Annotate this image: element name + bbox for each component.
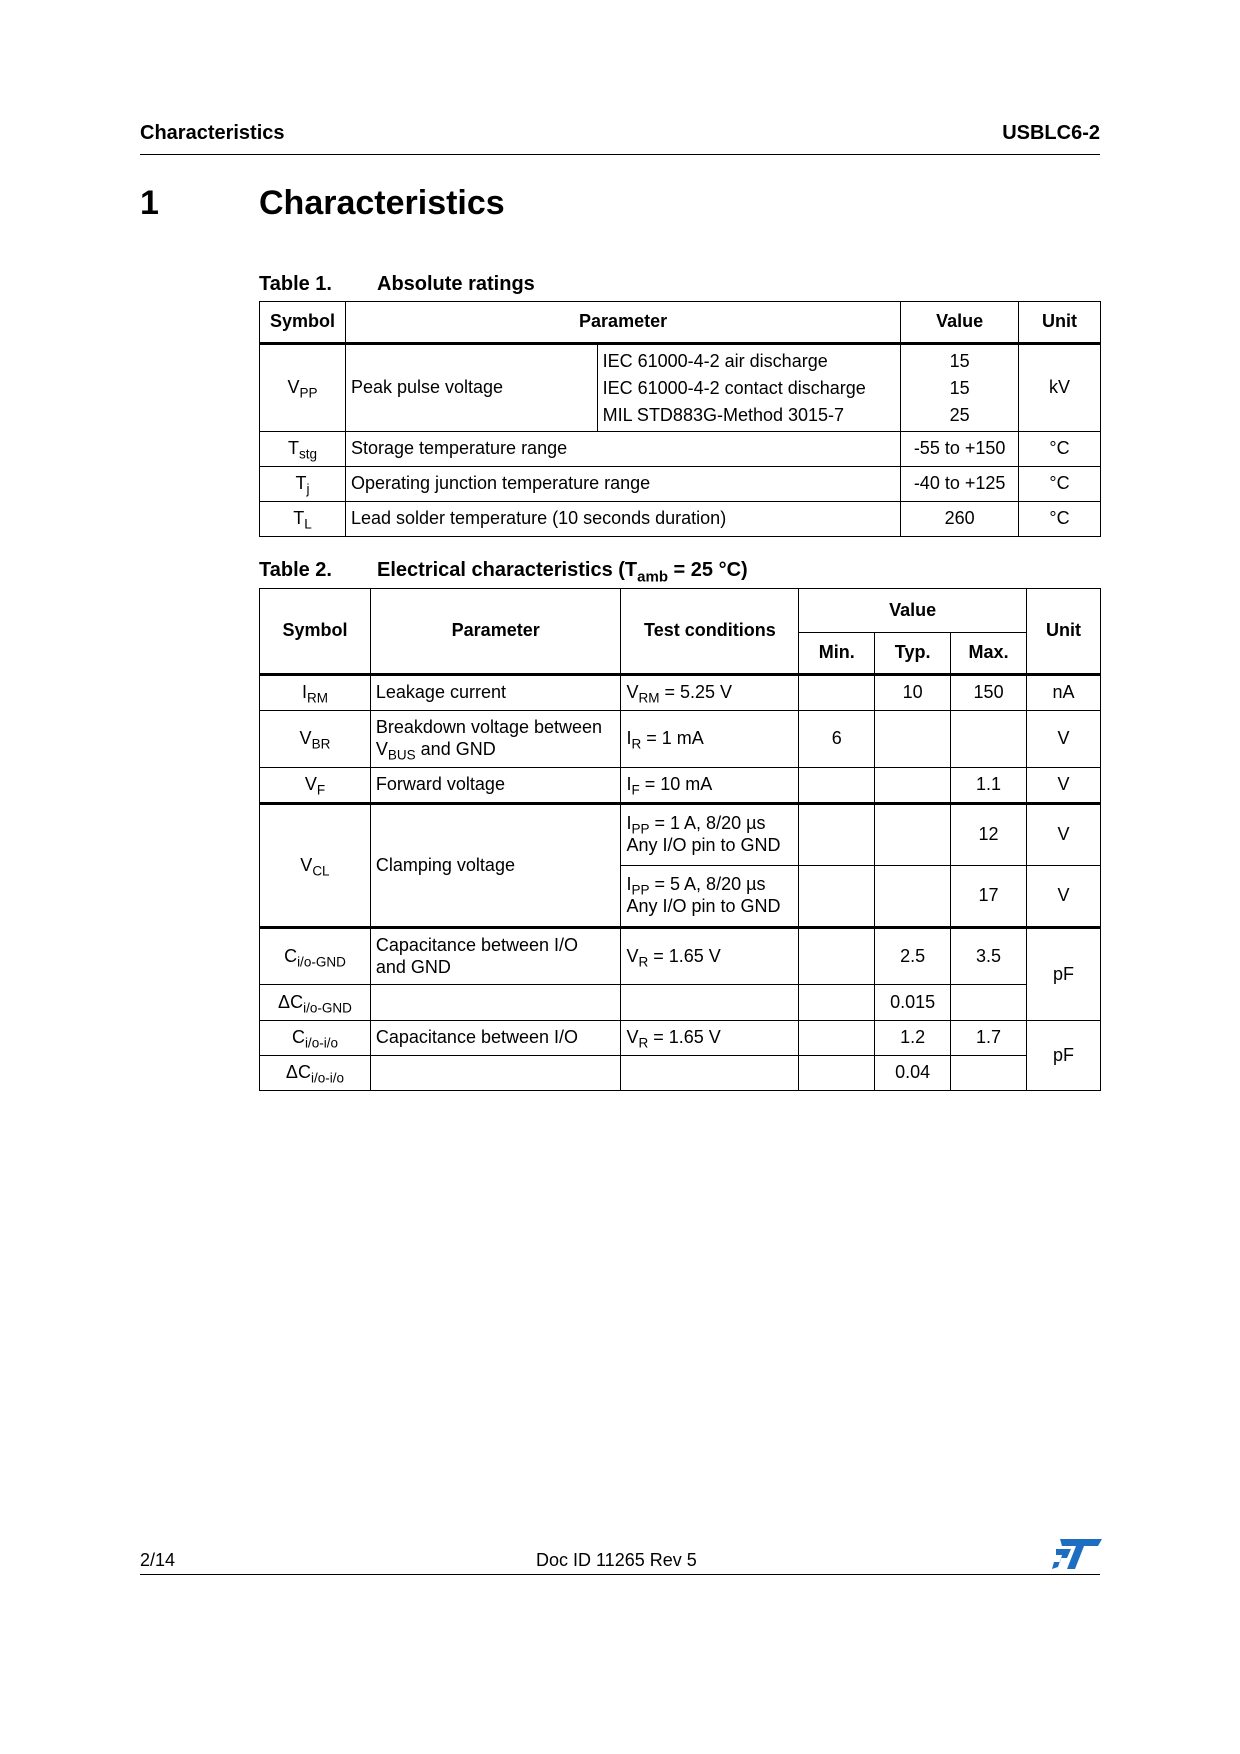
table1-label: Table 1. bbox=[259, 273, 332, 295]
min-cell bbox=[799, 985, 875, 1021]
condition-cell: $V_R = 1.65$ V bbox=[621, 928, 799, 985]
symbol-cell: $\Delta C_{i/o-i/o}$ bbox=[260, 1056, 371, 1091]
section-title: Characteristics bbox=[259, 184, 505, 222]
value-cell: -40 to +125 bbox=[901, 467, 1019, 502]
header-symbol: Symbol bbox=[260, 589, 371, 675]
min-cell bbox=[799, 804, 875, 866]
st-logo-icon bbox=[1052, 1537, 1102, 1571]
symbol-cell: $V_{PP}$ bbox=[260, 344, 346, 432]
max-cell: 1.1 bbox=[951, 768, 1027, 804]
symbol-cell: $T_L$ bbox=[260, 502, 346, 537]
max-cell bbox=[951, 1056, 1027, 1091]
table-row bbox=[260, 985, 1101, 1021]
typ-cell bbox=[875, 804, 951, 866]
parameter-cell: Breakdown voltage between $V_{BUS}$ and GND bbox=[370, 711, 621, 768]
table-row bbox=[260, 675, 1101, 711]
typ-cell bbox=[875, 866, 951, 928]
symbol-cell: $V_{CL}$ bbox=[260, 804, 371, 928]
symbol-cell: $T_j$ bbox=[260, 467, 346, 502]
header-value: Value bbox=[799, 589, 1027, 633]
typ-cell bbox=[875, 768, 951, 804]
electrical-characteristics-table bbox=[259, 588, 1101, 1091]
max-cell: 1.7 bbox=[951, 1021, 1027, 1056]
table2-caption bbox=[259, 559, 748, 586]
symbol-cell: $V_{BR}$ bbox=[260, 711, 371, 768]
typ-cell: 1.2 bbox=[875, 1021, 951, 1056]
min-cell bbox=[799, 928, 875, 985]
table2-label: Table 2. bbox=[259, 559, 332, 581]
unit-cell: °C bbox=[1019, 502, 1101, 537]
min-cell: 6 bbox=[799, 711, 875, 768]
table-row bbox=[260, 928, 1101, 985]
table-row bbox=[260, 344, 1101, 432]
header-max: Max. bbox=[951, 633, 1027, 675]
unit-cell: pF bbox=[1027, 1021, 1101, 1091]
page-number: 2/14 bbox=[140, 1550, 176, 1570]
min-cell bbox=[799, 1056, 875, 1091]
symbol-cell: $\Delta C_{i/o-GND}$ bbox=[260, 985, 371, 1021]
typ-cell: 10 bbox=[875, 675, 951, 711]
unit-cell: pF bbox=[1027, 928, 1101, 1021]
unit-cell: °C bbox=[1019, 432, 1101, 467]
max-cell bbox=[951, 711, 1027, 768]
symbol-cell: $C_{i/o-GND}$ bbox=[260, 928, 371, 985]
max-cell: 3.5 bbox=[951, 928, 1027, 985]
condition-cell: $I_F = 10$ mA bbox=[621, 768, 799, 804]
running-header-left: Characteristics bbox=[140, 122, 285, 144]
symbol-cell: $T_{stg}$ bbox=[260, 432, 346, 467]
table2-title: Electrical characteristics ($T_{amb} = 25$ °C) bbox=[377, 559, 748, 586]
parameter-cell bbox=[370, 985, 621, 1021]
header-parameter: Parameter bbox=[345, 302, 900, 344]
condition-cell: IEC 61000-4-2 air discharge IEC 61000-4-2 contact discharge MIL STD883G-Method 3015-7 bbox=[597, 344, 901, 432]
condition-cell bbox=[621, 985, 799, 1021]
unit-cell: V bbox=[1027, 804, 1101, 866]
parameter-cell: Capacitance between I/O bbox=[370, 1021, 621, 1056]
header-unit: Unit bbox=[1027, 589, 1101, 675]
typ-cell: 0.04 bbox=[875, 1056, 951, 1091]
condition-cell: $I_R = 1$ mA bbox=[621, 711, 799, 768]
table-row bbox=[260, 804, 1101, 866]
footer-rule bbox=[140, 1574, 1100, 1575]
table-row bbox=[260, 432, 1101, 467]
header-parameter: Parameter bbox=[370, 589, 621, 675]
parameter-cell: Clamping voltage bbox=[370, 804, 621, 928]
typ-cell bbox=[875, 711, 951, 768]
table-row bbox=[260, 467, 1101, 502]
max-cell: 12 bbox=[951, 804, 1027, 866]
table-row bbox=[260, 502, 1101, 537]
table-header-row bbox=[260, 589, 1101, 633]
header-min: Min. bbox=[799, 633, 875, 675]
table-row bbox=[260, 1056, 1101, 1091]
condition-cell: $V_R = 1.65$ V bbox=[621, 1021, 799, 1056]
table-row bbox=[260, 768, 1101, 804]
unit-cell: V bbox=[1027, 711, 1101, 768]
condition-cell: $I_{PP} = 1$ A, 8/20 µs Any I/O pin to GND bbox=[621, 804, 799, 866]
running-header-right: USBLC6-2 bbox=[1002, 122, 1100, 144]
condition-cell: $I_{PP} = 5$ A, 8/20 µs Any I/O pin to GND bbox=[621, 866, 799, 928]
parameter-cell bbox=[370, 1056, 621, 1091]
table1-caption bbox=[259, 273, 535, 296]
typ-cell: 0.015 bbox=[875, 985, 951, 1021]
symbol-cell: $C_{i/o-i/o}$ bbox=[260, 1021, 371, 1056]
symbol-cell: $V_F$ bbox=[260, 768, 371, 804]
unit-cell: V bbox=[1027, 866, 1101, 928]
condition-cell: $V_{RM} = 5.25$ V bbox=[621, 675, 799, 711]
unit-cell: kV bbox=[1019, 344, 1101, 432]
symbol-cell: $I_{RM}$ bbox=[260, 675, 371, 711]
value-cell: -55 to +150 bbox=[901, 432, 1019, 467]
table-row bbox=[260, 1021, 1101, 1056]
condition-cell bbox=[621, 1056, 799, 1091]
max-cell: 17 bbox=[951, 866, 1027, 928]
section-number: 1 bbox=[140, 184, 159, 222]
unit-cell: V bbox=[1027, 768, 1101, 804]
parameter-cell: Lead solder temperature (10 seconds duration) bbox=[345, 502, 900, 537]
max-cell: 150 bbox=[951, 675, 1027, 711]
table1-title: Absolute ratings bbox=[377, 273, 535, 295]
header-value: Value bbox=[901, 302, 1019, 344]
min-cell bbox=[799, 866, 875, 928]
parameter-cell: Peak pulse voltage bbox=[345, 344, 597, 432]
header-unit: Unit bbox=[1019, 302, 1101, 344]
unit-cell: °C bbox=[1019, 467, 1101, 502]
header-typ: Typ. bbox=[875, 633, 951, 675]
table-row bbox=[260, 711, 1101, 768]
doc-id: Doc ID 11265 Rev 5 bbox=[536, 1550, 697, 1570]
parameter-cell: Capacitance between I/O and GND bbox=[370, 928, 621, 985]
parameter-cell: Leakage current bbox=[370, 675, 621, 711]
parameter-cell: Storage temperature range bbox=[345, 432, 900, 467]
min-cell bbox=[799, 1021, 875, 1056]
header-test-conditions: Test conditions bbox=[621, 589, 799, 675]
parameter-cell: Operating junction temperature range bbox=[345, 467, 900, 502]
table-header-row bbox=[260, 302, 1101, 344]
max-cell bbox=[951, 985, 1027, 1021]
min-cell bbox=[799, 768, 875, 804]
header-symbol: Symbol bbox=[260, 302, 346, 344]
typ-cell: 2.5 bbox=[875, 928, 951, 985]
header-rule bbox=[140, 154, 1100, 155]
unit-cell: nA bbox=[1027, 675, 1101, 711]
absolute-ratings-table bbox=[259, 301, 1101, 537]
value-cell: 15 15 25 bbox=[901, 344, 1019, 432]
min-cell bbox=[799, 675, 875, 711]
value-cell: 260 bbox=[901, 502, 1019, 537]
parameter-cell: Forward voltage bbox=[370, 768, 621, 804]
